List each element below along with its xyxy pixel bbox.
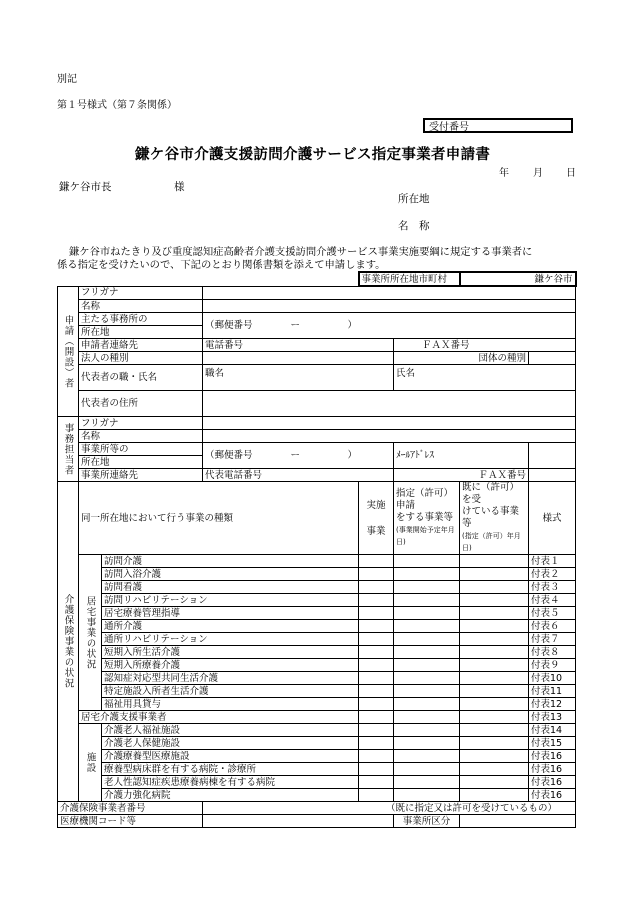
shitei-cell[interactable] bbox=[394, 789, 460, 802]
office-postal: （郵便番号 ー ） bbox=[205, 450, 358, 461]
insurer-note: （既に指定又は許可を受けているもの） bbox=[386, 802, 558, 814]
shitei-cell[interactable] bbox=[394, 555, 460, 568]
office-address-label-1b: 事業所等の bbox=[79, 443, 203, 456]
care-side-label: 介護保険事業の状況 bbox=[58, 482, 79, 802]
table-row bbox=[58, 711, 576, 724]
kizon-cell[interactable] bbox=[460, 633, 529, 646]
table-row bbox=[58, 633, 576, 646]
title-label: 職名 bbox=[205, 368, 225, 379]
date-month: 月 bbox=[533, 168, 543, 179]
table-row bbox=[58, 568, 576, 581]
addressee-suffix: 様 bbox=[174, 181, 185, 193]
table-row bbox=[58, 659, 576, 672]
form-ref: 付表８ bbox=[529, 646, 576, 659]
jisshi-cell[interactable] bbox=[359, 633, 394, 646]
applicant-furigana-label: フリガナ bbox=[79, 286, 203, 300]
applicant-phone[interactable] bbox=[203, 339, 394, 352]
jisshi-cell[interactable] bbox=[359, 659, 394, 672]
org-type-field[interactable] bbox=[529, 352, 576, 365]
service-name: 特定施設入所者生活介護 bbox=[102, 685, 359, 698]
applicant-contact-label: 申請者連絡先 bbox=[79, 339, 203, 352]
applicant-fax[interactable] bbox=[394, 339, 576, 352]
shitei-cell[interactable] bbox=[394, 646, 460, 659]
service-name: 訪問看護 bbox=[102, 581, 359, 594]
table-row bbox=[58, 776, 576, 789]
kizon-cell[interactable] bbox=[460, 620, 529, 633]
form-ref: 付表15 bbox=[529, 737, 576, 750]
medical-code-label: 医療機関コード等 bbox=[58, 815, 203, 828]
jisshi-cell[interactable] bbox=[359, 763, 394, 776]
table-row bbox=[58, 698, 576, 711]
jisshi-cell[interactable] bbox=[359, 672, 394, 685]
office-address-label-2: 所在地 bbox=[79, 326, 203, 339]
medical-code-field[interactable] bbox=[203, 815, 394, 828]
insurer-number-field[interactable] bbox=[203, 802, 576, 815]
home-side-label: 居宅事業の状況 bbox=[79, 555, 102, 711]
jisshi-cell[interactable] bbox=[359, 776, 394, 789]
kizon-cell[interactable] bbox=[460, 607, 529, 620]
services-header-label: 同一所在地において行う事業の種類 bbox=[79, 482, 359, 555]
rep-title-name-label: 代表者の職・氏名 bbox=[79, 365, 203, 391]
office-name-label: 名称 bbox=[79, 430, 203, 443]
applicant-name-field[interactable] bbox=[203, 300, 576, 313]
form-ref: 付表13 bbox=[529, 711, 576, 724]
col-shitei-1: 指定（許可）申請 bbox=[396, 488, 454, 511]
shitei-cell[interactable] bbox=[394, 581, 460, 594]
table-row bbox=[58, 724, 576, 737]
service-name: 通所リハビリテーション bbox=[102, 633, 359, 646]
shitei-cell[interactable] bbox=[394, 607, 460, 620]
jisshi-cell[interactable] bbox=[359, 555, 394, 568]
form-ref: 付表16 bbox=[529, 789, 576, 802]
form-ref: 付表５ bbox=[529, 607, 576, 620]
form-ref: 付表11 bbox=[529, 685, 576, 698]
rep-phone-label: 代表電話番号 bbox=[205, 469, 263, 481]
municipality-value: 鎌ケ谷市 bbox=[460, 272, 576, 286]
service-name: 介護老人福祉施設 bbox=[102, 724, 359, 737]
service-name: 居宅療養管理指導 bbox=[102, 607, 359, 620]
table-row bbox=[58, 672, 576, 685]
kizon-cell[interactable] bbox=[460, 698, 529, 711]
service-name: 療養型病床群を有する病院・診療所 bbox=[102, 763, 359, 776]
jisshi-cell[interactable] bbox=[359, 724, 394, 737]
application-table bbox=[57, 271, 577, 828]
jisshi-cell[interactable] bbox=[359, 685, 394, 698]
office-email-label: ﾒｰﾙｱﾄﾞﾚｽ bbox=[394, 443, 529, 469]
kizon-cell[interactable] bbox=[460, 763, 529, 776]
receipt-number-label: 受付番号 bbox=[429, 122, 469, 133]
table-row bbox=[58, 646, 576, 659]
jisshi-cell[interactable] bbox=[359, 646, 394, 659]
jisshi-cell[interactable] bbox=[359, 607, 394, 620]
jisshi-cell[interactable] bbox=[359, 698, 394, 711]
name-label: 氏名 bbox=[396, 368, 416, 379]
table-row bbox=[58, 594, 576, 607]
jisshi-cell[interactable] bbox=[359, 737, 394, 750]
shitei-cell[interactable] bbox=[394, 698, 460, 711]
applicant-name-label: 名称 bbox=[79, 300, 203, 313]
shitei-cell[interactable] bbox=[394, 659, 460, 672]
form-ref: 付表３ bbox=[529, 581, 576, 594]
insurer-number-label: 介護保険事業者番号 bbox=[58, 802, 203, 815]
form-ref: 付表９ bbox=[529, 659, 576, 672]
shitei-cell[interactable] bbox=[394, 568, 460, 581]
jisshi-cell[interactable] bbox=[359, 750, 394, 763]
receipt-number-field[interactable] bbox=[423, 118, 573, 133]
shitei-cell[interactable] bbox=[394, 776, 460, 789]
table-row bbox=[58, 789, 576, 802]
applicant-furigana-field[interactable] bbox=[203, 286, 576, 300]
org-type-label: 団体の種別 bbox=[394, 352, 529, 365]
shitei-cell[interactable] bbox=[394, 763, 460, 776]
shitei-cell[interactable] bbox=[394, 724, 460, 737]
service-name: 認知症対応型共同生活介護 bbox=[102, 672, 359, 685]
body-text-line2: 係る指定を受けたいので、下記のとおり関係書類を添えて申請します。 bbox=[57, 259, 386, 271]
col-shitei-3: (事業開始予定年月日) bbox=[396, 526, 455, 546]
form-ref: 付表16 bbox=[529, 763, 576, 776]
service-name: 介護老人保健施設 bbox=[102, 737, 359, 750]
col-kizon-1: 既に（許可）を受 bbox=[462, 482, 520, 505]
kizon-cell[interactable] bbox=[460, 685, 529, 698]
table-row bbox=[58, 620, 576, 633]
fax-label: ＦＡＸ番号 bbox=[422, 339, 470, 351]
kizon-cell[interactable] bbox=[460, 750, 529, 763]
phone-label: 電話番号 bbox=[205, 339, 244, 351]
shitei-cell[interactable] bbox=[394, 594, 460, 607]
office-category-field[interactable] bbox=[460, 815, 576, 828]
facility-side-label: 施設 bbox=[79, 724, 102, 802]
table-row bbox=[58, 737, 576, 750]
rep-title-field[interactable] bbox=[203, 365, 394, 391]
page-title: 鎌ケ谷市介護支援訪問介護サービス指定事業者申請書 bbox=[135, 147, 491, 163]
table-row bbox=[58, 750, 576, 763]
col-jisshi-1: 実施 bbox=[366, 499, 386, 511]
shitei-cell[interactable] bbox=[394, 737, 460, 750]
office-side-label: 事務担当者 bbox=[58, 417, 79, 482]
body-text-line1: 鎌ケ谷市ねたきり及び重度認知症高齢者介護支援訪問介護サービス事業実施要綱に規定する事業者に bbox=[69, 246, 533, 258]
service-name: 介護療養型医療施設 bbox=[102, 750, 359, 763]
jisshi-cell[interactable] bbox=[359, 568, 394, 581]
col-shitei bbox=[394, 482, 460, 555]
kizon-cell[interactable] bbox=[460, 646, 529, 659]
municipality-row bbox=[58, 272, 576, 286]
col-form: 様式 bbox=[529, 482, 576, 555]
office-furigana-label: フリガナ bbox=[79, 417, 203, 430]
kizon-cell[interactable] bbox=[460, 711, 529, 724]
office-name-field[interactable] bbox=[203, 430, 576, 443]
service-name: 訪問入浴介護 bbox=[102, 568, 359, 581]
form-ref: 付表12 bbox=[529, 698, 576, 711]
service-name: 訪問リハビリテーション bbox=[102, 594, 359, 607]
form-ref: 付表16 bbox=[529, 750, 576, 763]
form-ref: 付表２ bbox=[529, 568, 576, 581]
applicant-address-field[interactable] bbox=[203, 313, 576, 339]
kizon-cell[interactable] bbox=[460, 581, 529, 594]
shitei-cell[interactable] bbox=[394, 750, 460, 763]
office-address-field[interactable] bbox=[203, 443, 394, 469]
office-address-label-1: 主たる事務所の bbox=[79, 313, 203, 326]
date-year: 年 bbox=[499, 168, 509, 179]
col-jisshi bbox=[359, 482, 394, 555]
kizon-cell[interactable] bbox=[460, 568, 529, 581]
applicant-side-label: 申請（開設）者 bbox=[58, 286, 79, 417]
shitei-cell[interactable] bbox=[394, 685, 460, 698]
service-name: 居宅介護支援事業者 bbox=[79, 711, 359, 724]
col-kizon-2: けている事業等 bbox=[462, 506, 520, 529]
bekki-label: 別記 bbox=[57, 74, 77, 85]
form-ref: 付表７ bbox=[529, 633, 576, 646]
shitei-cell[interactable] bbox=[394, 672, 460, 685]
col-kizon-3: (指定（許可）年月日) bbox=[462, 532, 521, 552]
service-name: 短期入所生活介護 bbox=[102, 646, 359, 659]
shitei-cell[interactable] bbox=[394, 711, 460, 724]
table-row bbox=[58, 763, 576, 776]
form-ref: 付表10 bbox=[529, 672, 576, 685]
kizon-cell[interactable] bbox=[460, 776, 529, 789]
kizon-cell[interactable] bbox=[460, 724, 529, 737]
table-row bbox=[58, 685, 576, 698]
corp-type-label: 法人の種別 bbox=[79, 352, 203, 365]
col-kizon bbox=[460, 482, 529, 555]
addressee: 鎌ケ谷市長 bbox=[59, 181, 112, 193]
kizon-cell[interactable] bbox=[460, 789, 529, 802]
office-category-label: 事業所区分 bbox=[394, 815, 460, 828]
office-address-label-2b: 所在地 bbox=[79, 456, 203, 469]
jisshi-cell[interactable] bbox=[359, 789, 394, 802]
applicant-postal: （郵便番号 ー ） bbox=[205, 320, 358, 331]
rep-address-field[interactable] bbox=[203, 391, 576, 417]
table-row bbox=[58, 581, 576, 594]
office-email-field[interactable] bbox=[529, 443, 576, 469]
kizon-cell[interactable] bbox=[460, 659, 529, 672]
office-furigana-field[interactable] bbox=[203, 417, 576, 430]
col-jisshi-2: 事業 bbox=[366, 525, 386, 537]
form-number: 第１号様式（第７条関係） bbox=[57, 100, 177, 111]
service-name: 福祉用具貸与 bbox=[102, 698, 359, 711]
kizon-cell[interactable] bbox=[460, 737, 529, 750]
service-name: 訪問介護 bbox=[102, 555, 359, 568]
office-fax-field[interactable] bbox=[529, 469, 576, 482]
applicant-name-label: 名 称 bbox=[398, 220, 430, 232]
service-name: 通所介護 bbox=[102, 620, 359, 633]
shitei-cell[interactable] bbox=[394, 620, 460, 633]
office-rep-phone[interactable] bbox=[203, 469, 394, 482]
service-name: 短期入所療養介護 bbox=[102, 659, 359, 672]
date-day: 日 bbox=[566, 168, 576, 179]
applicant-address-label: 所在地 bbox=[398, 193, 430, 205]
form-ref: 付表１ bbox=[529, 555, 576, 568]
jisshi-cell[interactable] bbox=[359, 620, 394, 633]
rep-name-field[interactable] bbox=[394, 365, 576, 391]
kizon-cell[interactable] bbox=[460, 672, 529, 685]
form-ref: 付表14 bbox=[529, 724, 576, 737]
kizon-cell[interactable] bbox=[460, 555, 529, 568]
table-row bbox=[58, 607, 576, 620]
rep-address-label: 代表者の住所 bbox=[79, 391, 203, 417]
kizon-cell[interactable] bbox=[460, 594, 529, 607]
form-ref: 付表６ bbox=[529, 620, 576, 633]
jisshi-cell[interactable] bbox=[359, 594, 394, 607]
table-row bbox=[58, 555, 576, 568]
jisshi-cell[interactable] bbox=[359, 711, 394, 724]
jisshi-cell[interactable] bbox=[359, 581, 394, 594]
office-contact-label: 事業所連絡先 bbox=[79, 469, 203, 482]
service-name: 介護力強化病院 bbox=[102, 789, 359, 802]
col-shitei-2: をする事業等 bbox=[396, 512, 454, 523]
service-name: 老人性認知症疾患療養病棟を有する病院 bbox=[102, 776, 359, 789]
municipality-label: 事業所所在地市町村 bbox=[359, 272, 460, 286]
shitei-cell[interactable] bbox=[394, 633, 460, 646]
form-ref: 付表４ bbox=[529, 594, 576, 607]
corp-type-field[interactable] bbox=[203, 352, 394, 365]
office-fax-label: ＦＡＸ番号 bbox=[394, 469, 529, 482]
form-ref: 付表16 bbox=[529, 776, 576, 789]
